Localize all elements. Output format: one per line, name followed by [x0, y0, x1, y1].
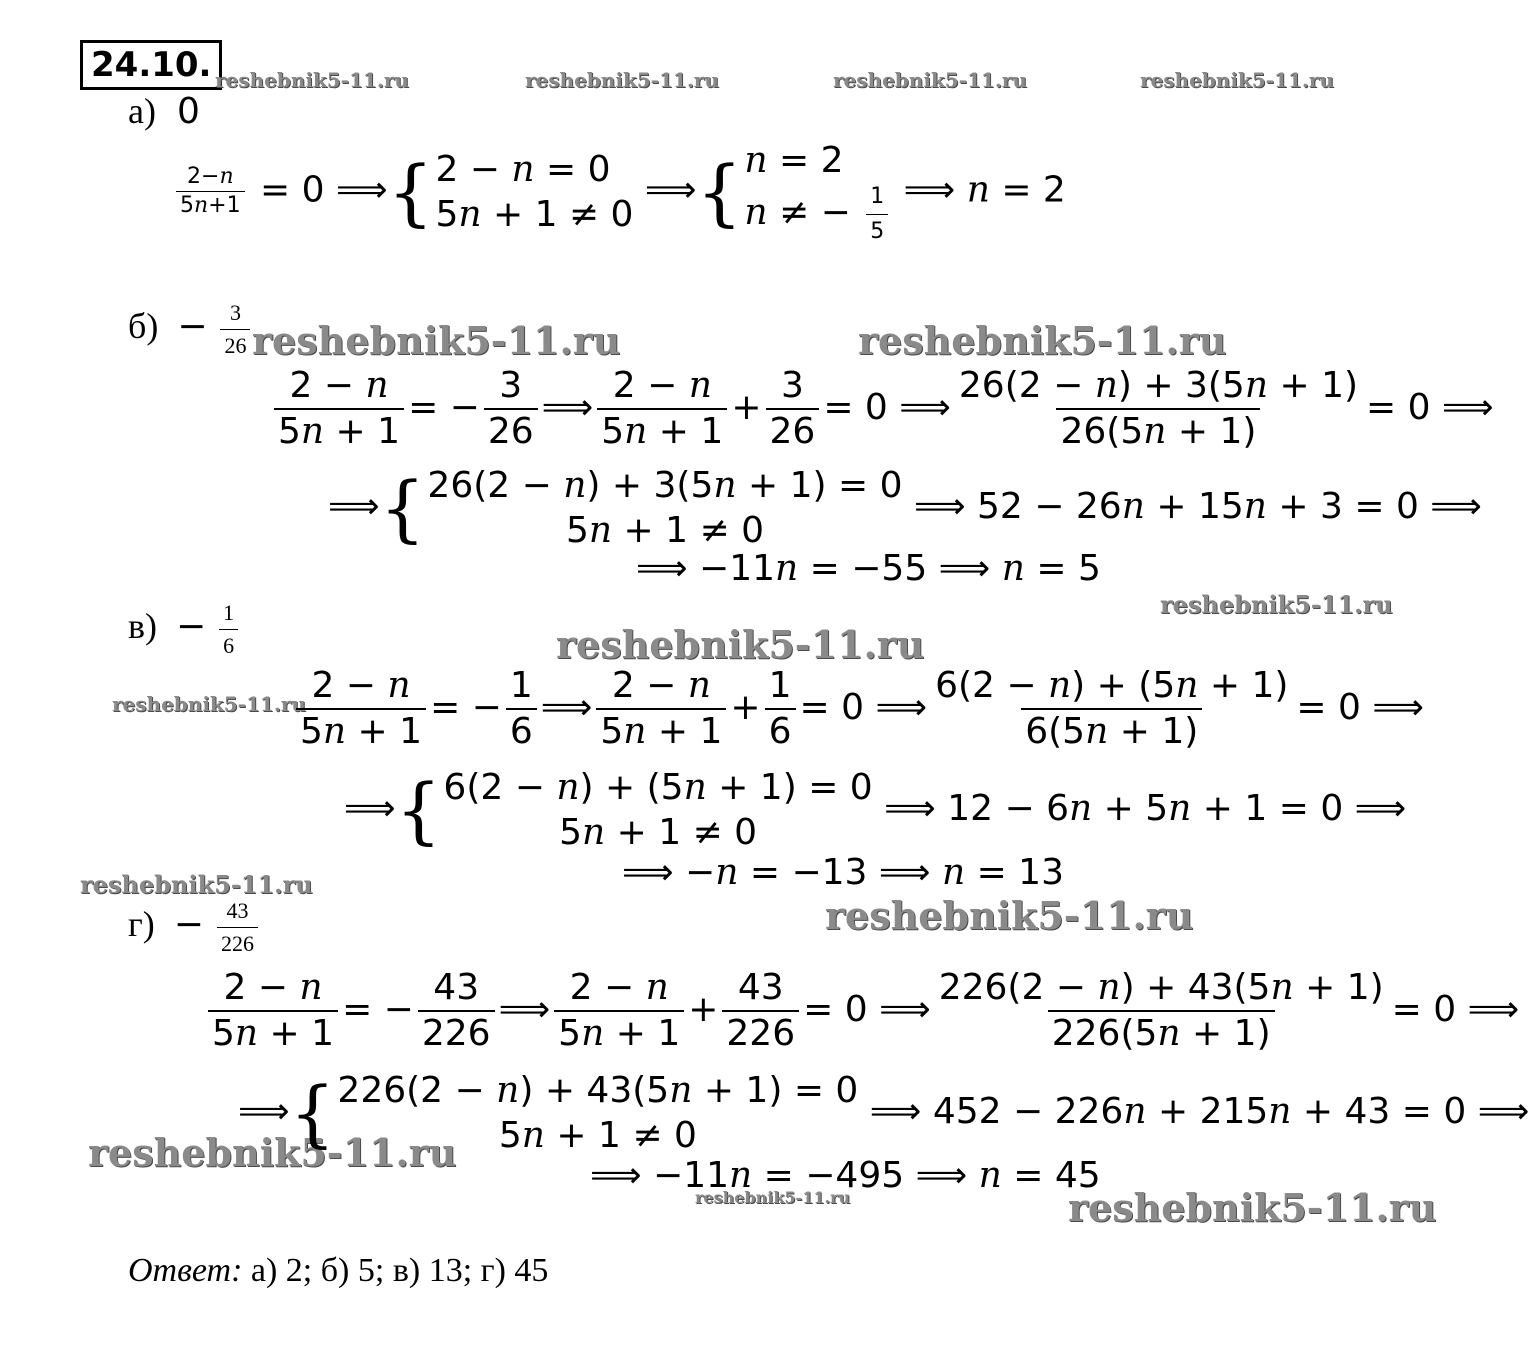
watermark: reshebnik5-11.ru	[1140, 68, 1334, 92]
watermark: reshebnik5-11.ru	[1068, 1185, 1437, 1230]
task-number: 24.10.	[91, 45, 212, 85]
part-g-line1: $\frac{2 - n}{5n + 1}$ = − $\frac{43}{226}$ ⟹ $\frac{2 - n}{5n + 1}$ + $\frac{43}{226}$ = 0 ⟹ $\frac{226(2 - n) + 43(5n + 1)}{226(5n + 1)}$ = 0 ⟹	[204, 970, 1519, 1052]
part-g-line2: ⟹{ 226(2 − n) + 43(5n + 1) = 0 5n + 1 ≠ 0 ⟹ 452 − 226n + 215n + 43 = 0 ⟹	[238, 1070, 1530, 1156]
part-b-line2: ⟹{ 26(2 − n) + 3(5n + 1) = 0 5n + 1 ≠ 0 ⟹ 52 − 26n + 15n + 3 = 0 ⟹	[328, 465, 1482, 551]
part-b-line1: $\frac{2 - n}{5n + 1}$ = − $\frac{3}{26}$ ⟹ $\frac{2 - n}{5n + 1}$ + $\frac{3}{26}$ = 0 ⟹ $\frac{26(2 - n) + 3(5n + 1)}{26(5n + 1)}$ = 0 ⟹	[270, 368, 1494, 450]
part-v-line2: ⟹{ 6(2 − n) + (5n + 1) = 0 5n + 1 ≠ 0 ⟹ 12 − 6n + 5n + 1 = 0 ⟹	[344, 767, 1407, 853]
part-a-label: а)	[128, 91, 156, 131]
watermark: reshebnik5-11.ru	[695, 1188, 851, 1207]
part-g-value-num: 43	[226, 898, 249, 923]
answer	[128, 1252, 548, 1290]
answer-label: Ответ:	[128, 1252, 243, 1289]
part-b-value-num: 3	[229, 300, 241, 325]
part-g-heading: г) − $\frac{43}{226}$	[128, 898, 262, 957]
part-a-value: 0	[176, 91, 200, 132]
part-v-line3: ⟹ −n = −13 ⟹ n = 13	[622, 852, 1064, 893]
part-b-value-den: 26	[220, 329, 250, 359]
part-a-solution: $\frac{2-n}{5n+1}$ = 0 ⟹{ 2 − n = 0 5n + 1 ≠ 0 ⟹{ n = 2 n ≠ − $\frac{1}{5}$ ⟹ n = 2	[172, 138, 1066, 245]
watermark: reshebnik5-11.ru	[825, 893, 1194, 938]
task-number-box	[80, 40, 222, 90]
part-v-heading: в) − $\frac{1}{6}$	[128, 600, 242, 659]
part-v-value-num: 1	[223, 600, 235, 625]
part-v-value-den: 6	[219, 629, 238, 659]
watermark: reshebnik5-11.ru	[252, 318, 621, 363]
watermark: reshebnik5-11.ru	[80, 870, 313, 899]
part-a-heading	[128, 90, 200, 132]
watermark: reshebnik5-11.ru	[1160, 590, 1393, 619]
watermark: reshebnik5-11.ru	[858, 318, 1227, 363]
part-b-label: б)	[128, 305, 159, 346]
watermark: reshebnik5-11.ru	[525, 68, 719, 92]
watermark: reshebnik5-11.ru	[215, 68, 409, 92]
part-v-line1: $\frac{2 - n}{5n + 1}$ = − $\frac{1}{6}$ ⟹ $\frac{2 - n}{5n + 1}$ + $\frac{1}{6}$ = 0 ⟹ $\frac{6(2 - n) + (5n + 1)}{6(5n + 1)}$ = 0 ⟹	[292, 668, 1424, 750]
part-b-line3: ⟹ −11n = −55 ⟹ n = 5	[636, 548, 1101, 589]
watermark: reshebnik5-11.ru	[833, 68, 1027, 92]
watermark: reshebnik5-11.ru	[112, 692, 306, 716]
part-v-label: в)	[128, 605, 157, 646]
part-g-value-den: 226	[217, 927, 258, 957]
part-g-label: г)	[128, 903, 155, 944]
answer-text: а) 2; б) 5; в) 13; г) 45	[250, 1252, 549, 1289]
watermark: reshebnik5-11.ru	[556, 622, 925, 667]
part-g-line3: ⟹ −11n = −495 ⟹ n = 45	[590, 1155, 1101, 1196]
watermark: reshebnik5-11.ru	[88, 1130, 457, 1175]
part-b-heading: б) − $\frac{3}{26}$	[128, 300, 254, 359]
